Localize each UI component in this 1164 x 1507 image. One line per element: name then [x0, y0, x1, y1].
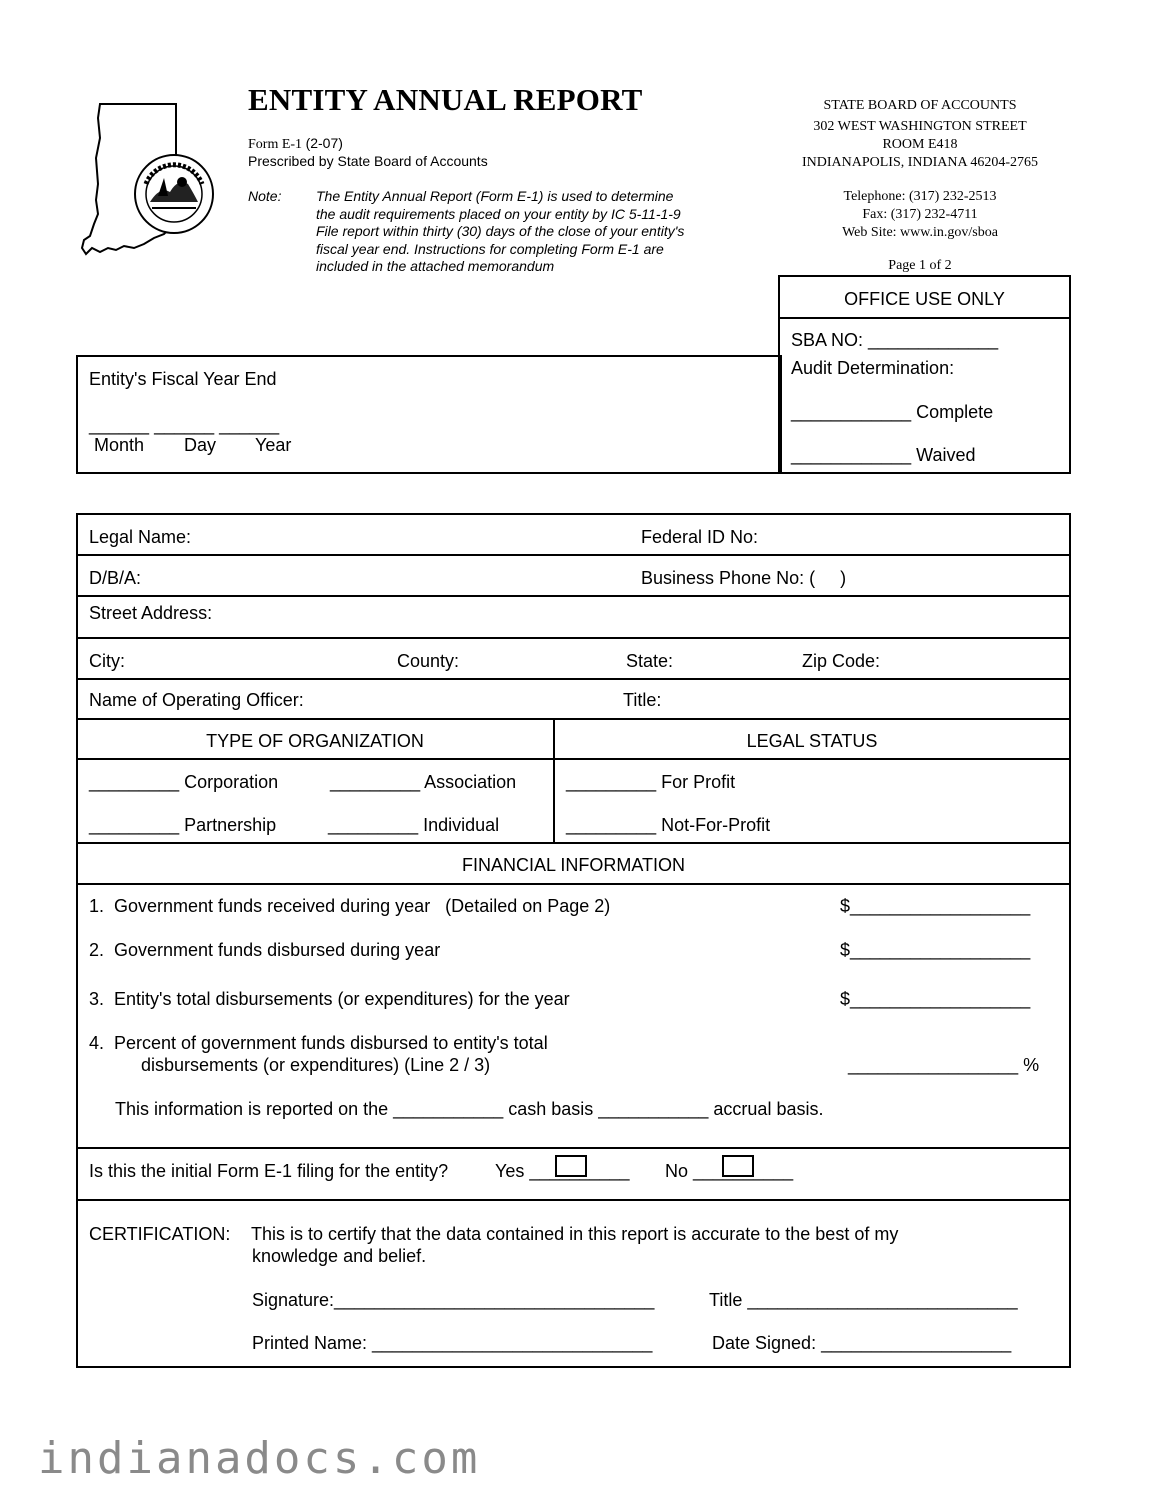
operating-officer-field[interactable]: Name of Operating Officer:: [89, 690, 304, 710]
note-text: [316, 188, 746, 276]
corporation-option[interactable]: _________ Corporation: [89, 772, 279, 792]
note-label: Note:: [248, 188, 282, 204]
not-for-profit-option[interactable]: _________ Not-For-Profit: [566, 815, 771, 835]
officer-title-field[interactable]: Title:: [623, 690, 662, 710]
initial-filing-question: Is this the initial Form E-1 filing for the entity?: [89, 1161, 449, 1181]
fiscal-year-blanks[interactable]: ______ ______ ______: [89, 415, 280, 435]
page-title: ENTITY ANNUAL REPORT: [248, 82, 643, 117]
no-checkbox[interactable]: [722, 1155, 754, 1177]
financial-line-4-continued: disbursements (or expenditures) (Line 2 / 3): [141, 1055, 491, 1075]
signature-field[interactable]: Signature:________________________________: [252, 1290, 655, 1310]
financial-information-heading: FINANCIAL INFORMATION: [461, 855, 685, 875]
signer-title-field[interactable]: Title ___________________________: [709, 1290, 1018, 1310]
funds-received-amount[interactable]: $__________________: [840, 896, 1031, 916]
total-disbursements-amount[interactable]: $__________________: [840, 989, 1031, 1009]
for-profit-option[interactable]: _________ For Profit: [566, 772, 736, 792]
individual-option[interactable]: _________ Individual: [328, 815, 500, 835]
certification-text: This is to certify that the data contained in this report is accurate to the best of my: [251, 1224, 899, 1244]
financial-line-2: 2. Government funds disbursed during year: [89, 940, 441, 960]
prescribed-by: Prescribed by State Board of Accounts: [248, 153, 488, 169]
dba-field[interactable]: D/B/A:: [89, 568, 142, 588]
note-line: the audit requirements placed on your entity by IC 5-11-1-9: [316, 205, 681, 222]
type-of-organization-heading: TYPE OF ORGANIZATION: [206, 731, 424, 751]
office-use-divider: [778, 317, 1071, 319]
sba-no-field[interactable]: SBA NO: _____________: [791, 330, 999, 350]
site-watermark: indianadocs.com: [38, 1433, 481, 1484]
federal-id-field[interactable]: Federal ID No:: [641, 527, 759, 547]
financial-line-1: 1. Government funds received during year (Detailed on Page 2): [89, 896, 611, 916]
form-prefix: Form E-1: [248, 137, 306, 152]
office-use-heading: OFFICE USE ONLY: [844, 289, 1005, 309]
indiana-seal-logo: [78, 98, 218, 258]
row-divider: [76, 554, 1071, 556]
zip-code-field[interactable]: Zip Code:: [802, 651, 881, 671]
row-divider: [76, 842, 1071, 844]
fiscal-year-label: Entity's Fiscal Year End: [89, 369, 277, 389]
agency-city: INDIANAPOLIS, INDIANA 46204-2765: [801, 155, 1039, 170]
note-line: fiscal year end. Instructions for completing Form E-1 are: [316, 240, 664, 257]
association-option[interactable]: _________ Association: [330, 772, 517, 792]
audit-determination-label: Audit Determination:: [791, 358, 955, 378]
street-address-field[interactable]: Street Address:: [89, 603, 213, 623]
form-number: [248, 135, 343, 153]
agency-street: 302 WEST WASHINGTON STREET: [813, 119, 1027, 134]
row-divider: [76, 637, 1071, 639]
row-divider: [76, 1199, 1071, 1201]
financial-line-4: 4. Percent of government funds disbursed to entity's total: [89, 1033, 548, 1053]
page-number: Page 1 of 2: [888, 258, 952, 273]
date-signed-field[interactable]: Date Signed: ___________________: [712, 1333, 1012, 1353]
yes-checkbox[interactable]: [555, 1155, 587, 1177]
percent-disbursed-field[interactable]: _________________ %: [848, 1055, 1040, 1075]
audit-complete-field[interactable]: ____________ Complete: [791, 402, 994, 422]
printed-name-field[interactable]: Printed Name: ____________________________: [252, 1333, 653, 1353]
initial-filing-no: No __________: [665, 1161, 794, 1181]
reporting-basis-field[interactable]: This information is reported on the ___________ cash basis ___________ accrual basis.: [115, 1099, 824, 1119]
year-label: Year: [255, 435, 292, 455]
audit-waived-field[interactable]: ____________ Waived: [791, 445, 976, 465]
note-line: The Entity Annual Report (Form E-1) is used to determine: [316, 188, 674, 204]
financial-line-3: 3. Entity's total disbursements (or expenditures) for the year: [89, 989, 570, 1009]
row-divider: [76, 758, 1071, 760]
agency-fax: Fax: (317) 232-4711: [862, 207, 978, 222]
initial-filing-yes: Yes __________: [495, 1161, 630, 1181]
agency-name: STATE BOARD OF ACCOUNTS: [823, 98, 1017, 113]
row-divider: [76, 718, 1071, 720]
day-label: Day: [184, 435, 217, 455]
business-phone-field[interactable]: Business Phone No: ( ): [641, 568, 847, 588]
agency-contact: [780, 188, 1060, 242]
partnership-option[interactable]: _________ Partnership: [89, 815, 277, 835]
agency-telephone: Telephone: (317) 232-2513: [843, 189, 997, 204]
row-divider: [76, 1147, 1071, 1149]
month-label: Month: [94, 435, 145, 455]
row-divider: [76, 595, 1071, 597]
form-version: (2-07): [305, 135, 343, 151]
row-divider: [76, 678, 1071, 680]
note-line: included in the attached memorandum: [316, 258, 555, 275]
legal-name-field[interactable]: Legal Name:: [89, 527, 192, 547]
agency-website: Web Site: www.in.gov/sboa: [842, 225, 998, 240]
note-line: File report within thirty (30) days of the close of your entity's: [316, 223, 685, 240]
state-field[interactable]: State:: [626, 651, 674, 671]
agency-address: [780, 97, 1060, 172]
certification-label: CERTIFICATION:: [89, 1224, 231, 1244]
legal-status-heading: LEGAL STATUS: [746, 731, 878, 751]
certification-text-continued: knowledge and belief.: [252, 1246, 427, 1266]
agency-room: ROOM E418: [882, 137, 958, 152]
indiana-map-icon: [78, 98, 218, 258]
county-field[interactable]: County:: [397, 651, 460, 671]
row-divider: [76, 883, 1071, 885]
funds-disbursed-amount[interactable]: $__________________: [840, 940, 1031, 960]
city-field[interactable]: City:: [89, 651, 125, 671]
